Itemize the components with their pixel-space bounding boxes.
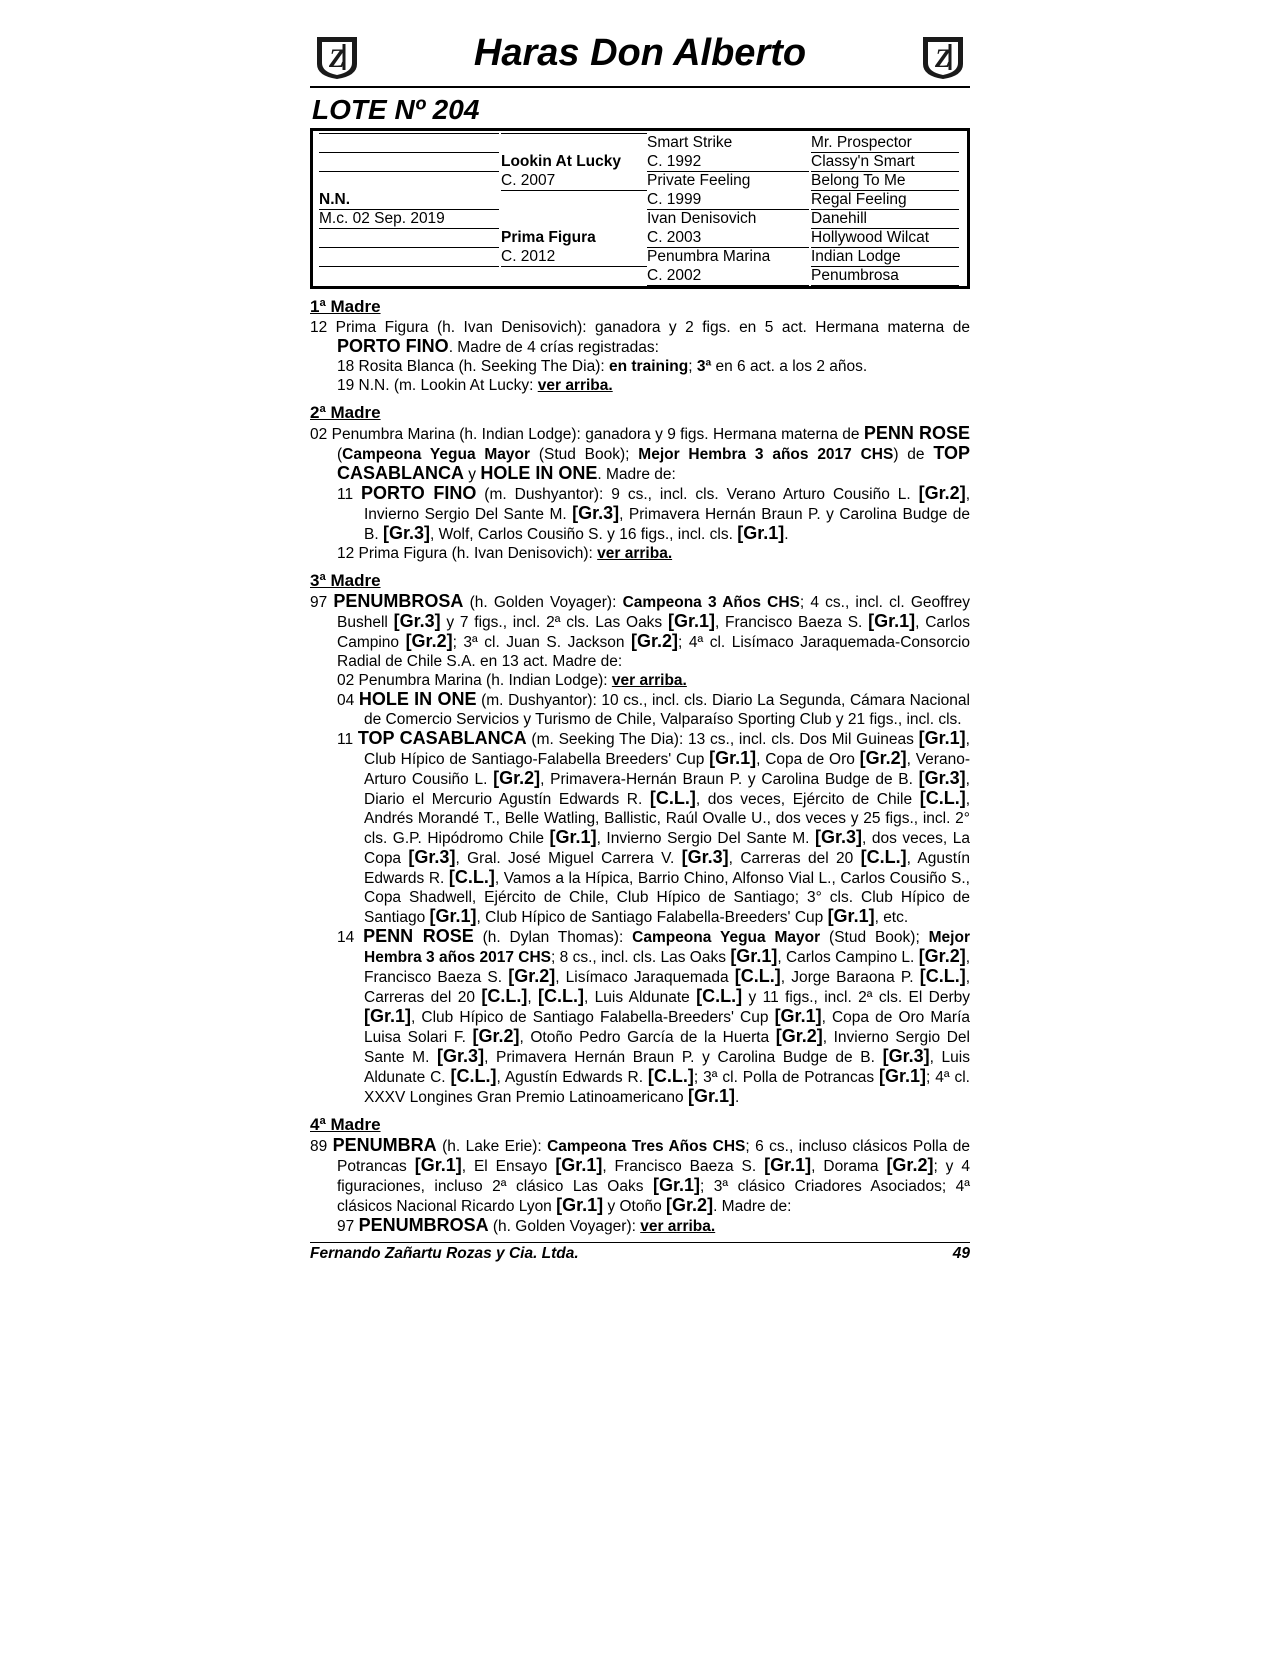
pedigree-cell: Lookin At Lucky [501, 153, 621, 170]
pedigree-cell: C. 2002 [647, 266, 809, 286]
pedigree-cell: C. 2003 [647, 228, 809, 248]
offspring-entry: 02 Penumbra Marina (h. Indian Lodge): ver arriba. [337, 672, 687, 689]
svg-text:Z: Z [329, 44, 345, 73]
pedigree-row [313, 133, 967, 152]
pedigree-cell: Indian Lodge [811, 247, 959, 267]
second-dam-section [310, 403, 970, 563]
pedigree-cell [319, 133, 499, 134]
pedigree-cell: Belong To Me [811, 171, 959, 191]
pedigree-cell: Smart Strike [647, 134, 733, 151]
pedigree-cell [319, 171, 499, 172]
pedigree-cell: Mr. Prospector [811, 133, 959, 153]
offspring-entry: 04 HOLE IN ONE (m. Dushyantor): 10 cs., incl. cls. Diario La Segunda, Cámara Nacional de Comercio Servicios y Turismo de Chile, Valparaíso Sporting Club y 21 figs., incl. cls. [337, 689, 970, 728]
dam-paragraph: 89 PENUMBRA (h. Lake Erie): Campeona Tres Años CHS; 6 cs., incluso clásicos Polla de Potrancas [Gr.1], El Ensayo [Gr.1], Francisco Baeza S. [Gr.1], Dorama [Gr.2]; y 4 figuraciones, incluso 2ª clásico Las Oaks [Gr.1]; 3ª clásico Criadores Asociados; 4ª clásicos Nacional Ricardo Lyon [Gr.1] y Otoño [Gr.2]. Madre de: [310, 1135, 971, 1215]
pedigree-cell: Regal Feeling [811, 190, 959, 210]
pedigree-cell: C. 2007 [501, 171, 647, 191]
section-title: 1ª Madre [310, 297, 381, 316]
pedigree-cell: Private Feeling [647, 172, 751, 189]
pedigree-row [313, 209, 967, 228]
see-above-link[interactable]: ver arriba. [597, 545, 673, 562]
pedigree-table [310, 128, 970, 289]
offspring-entry: 18 Rosita Blanca (h. Seeking The Dia): en training; 3ª en 6 act. a los 2 años. [337, 358, 868, 375]
pedigree-row [313, 152, 967, 171]
offspring-entry: 19 N.N. (m. Lookin At Lucky: ver arriba. [337, 377, 613, 394]
pedigree-cell: Ivan Denisovich [647, 210, 757, 227]
pedigree-row [313, 266, 967, 285]
dam-paragraph: 97 PENUMBROSA (h. Golden Voyager): Campeona 3 Años CHS; 4 cs., incl. cl. Geoffrey Bushell [Gr.3] y 7 figs., incl. 2ª cls. Las Oaks [Gr.1], Francisco Baeza S. [Gr.1], Carlos Campino [Gr.2]; 3ª cl. Juan S. Jackson [Gr.2]; 4ª cl. Lisímaco Jaraquemada-Consorcio Radial de Chile S.A. en 13 act. Madre de: [310, 591, 971, 670]
section-title: 4ª Madre [310, 1115, 381, 1134]
first-dam-section [310, 297, 970, 395]
see-above-link[interactable]: ver arriba. [611, 672, 687, 689]
pedigree-cell: C. 1999 [647, 190, 809, 210]
site-title: Haras Don Alberto [473, 32, 807, 74]
pedigree-cell: Prima Figura [501, 229, 596, 246]
section-title: 3ª Madre [310, 571, 381, 590]
page-number: 49 [952, 1245, 970, 1262]
pedigree-row [313, 247, 967, 266]
pedigree-cell: Penumbrosa [811, 266, 959, 286]
pedigree-cell: Hollywood Wilcat [811, 228, 959, 248]
dam-paragraph: 12 Prima Figura (h. Ivan Denisovich): ganadora y 2 figs. en 5 act. Hermana materna de PORTO FINO. Madre de 4 crías registradas: [310, 319, 970, 356]
fourth-dam-section [310, 1115, 970, 1236]
see-above-link[interactable]: ver arriba. [640, 1218, 716, 1235]
pedigree-cell [319, 247, 499, 248]
pedigree-row [313, 228, 967, 247]
pedigree-cell: N.N. [319, 190, 499, 210]
third-dam-section [310, 571, 970, 1107]
pedigree-cell: Penumbra Marina [647, 248, 771, 265]
catalog-page [310, 30, 970, 1263]
pedigree-cell: C. 1992 [647, 152, 809, 172]
page-header [310, 30, 970, 88]
footer-company: Fernando Zañartu Rozas y Cia. Ltda. [310, 1245, 579, 1262]
pedigree-cell: Classy'n Smart [811, 152, 959, 172]
section-title: 2ª Madre [310, 403, 381, 422]
pedigree-cell: Danehill [811, 209, 959, 229]
lot-number: LOTE Nº 204 [312, 94, 480, 125]
pedigree-cell [501, 133, 647, 134]
pedigree-cell [319, 152, 499, 153]
offspring-entry: 11 PORTO FINO (m. Dushyantor): 9 cs., incl. cls. Verano Arturo Cousiño L. [Gr.2], Invierno Sergio Del Sante M. [Gr.3], Primavera Hernán Braun P. y Carolina Budge de B. [Gr.3], Wolf, Carlos Cousiño S. y 16 figs., incl. cls. [Gr.1]. [337, 483, 970, 543]
offspring-entry: 14 PENN ROSE (h. Dylan Thomas): Campeona Yegua Mayor (Stud Book); Mejor Hembra 3 años 2017 CHS; 8 cs., incl. cls. Las Oaks [Gr.1], Carlos Campino L. [Gr.2], Francisco Baeza S. [Gr.2], Lisímaco Jaraquemada [C.L.], Jorge Baraona P. [C.L.], Carreras del 20 [C.L.], [C.L.], Luis Aldunate [C.L.] y 11 figs., incl. 2ª cls. El Derby [Gr.1], Club Hípico de Santiago Falabella-Breeders' Cup [Gr.1], Copa de Oro María Luisa Solari F. [Gr.2], Otoño Pedro García de la Huerta [Gr.2], Invierno Sergio Del Sante M. [Gr.3], Primavera Hernán Braun P. y Carolina Budge de B. [Gr.3], Luis Aldunate C. [C.L.], Agustín Edwards R. [C.L.]; 3ª cl. Polla de Potrancas [Gr.1]; 4ª cl. XXXV Longines Gran Premio Latinoamericano [Gr.1]. [337, 926, 971, 1106]
pedigree-cell [319, 266, 499, 267]
page-footer [310, 1242, 970, 1263]
offspring-entry: 97 PENUMBROSA (h. Golden Voyager): ver arriba. [337, 1215, 716, 1235]
offspring-entry: 12 Prima Figura (h. Ivan Denisovich): ver arriba. [337, 545, 673, 562]
pedigree-cell [319, 228, 499, 229]
zr-crest-logo-icon [920, 34, 966, 80]
pedigree-cell [501, 266, 647, 267]
offspring-entry: 11 TOP CASABLANCA (m. Seeking The Dia): 13 cs., incl. cls. Dos Mil Guineas [Gr.1], Club Hípico de Santiago-Falabella Breeders' Cup [Gr.1], Copa de Oro [Gr.2], Verano-Arturo Cousiño L. [Gr.2], Primavera-Hernán Braun P. y Carolina Budge de B. [Gr.3], Diario el Mercurio Agustín Edwards R. [C.L.], dos veces, Ejército de Chile [C.L.], Andrés Morandé T., Belle Watling, Ballistic, Raúl Ovalle U., dos veces y 25 figs., incl. 2° cls. G.P. Hipódromo Chile [Gr.1], Invierno Sergio Del Sante M. [Gr.3], dos veces, La Copa [Gr.3], Gral. José Miguel Carrera V. [Gr.3], Carreras del 20 [C.L.], Agustín Edwards R. [C.L.], Vamos a la Hípica, Barrio Chino, Alfonso Vial L., Carlos Cousiño S., Copa Shadwell, Ejército de Chile, Club Hípico de Santiago; 3° cls. Club Hípico de Santiago [Gr.1], Club Hípico de Santiago Falabella-Breeders' Cup [Gr.1], etc. [337, 728, 970, 926]
pedigree-cell: M.c. 02 Sep. 2019 [319, 209, 499, 229]
pedigree-row [313, 171, 967, 190]
see-above-link[interactable]: ver arriba. [537, 377, 613, 394]
pedigree-row [313, 190, 967, 209]
dam-paragraph: 02 Penumbra Marina (h. Indian Lodge): ganadora y 9 figs. Hermana materna de PENN ROSE (Campeona Yegua Mayor (Stud Book); Mejor Hembra 3 años 2017 CHS) de TOP CASABLANCA y HOLE IN ONE. Madre de: [310, 423, 971, 483]
pedigree-cell: C. 2012 [501, 247, 647, 267]
svg-text:Z: Z [935, 44, 951, 73]
